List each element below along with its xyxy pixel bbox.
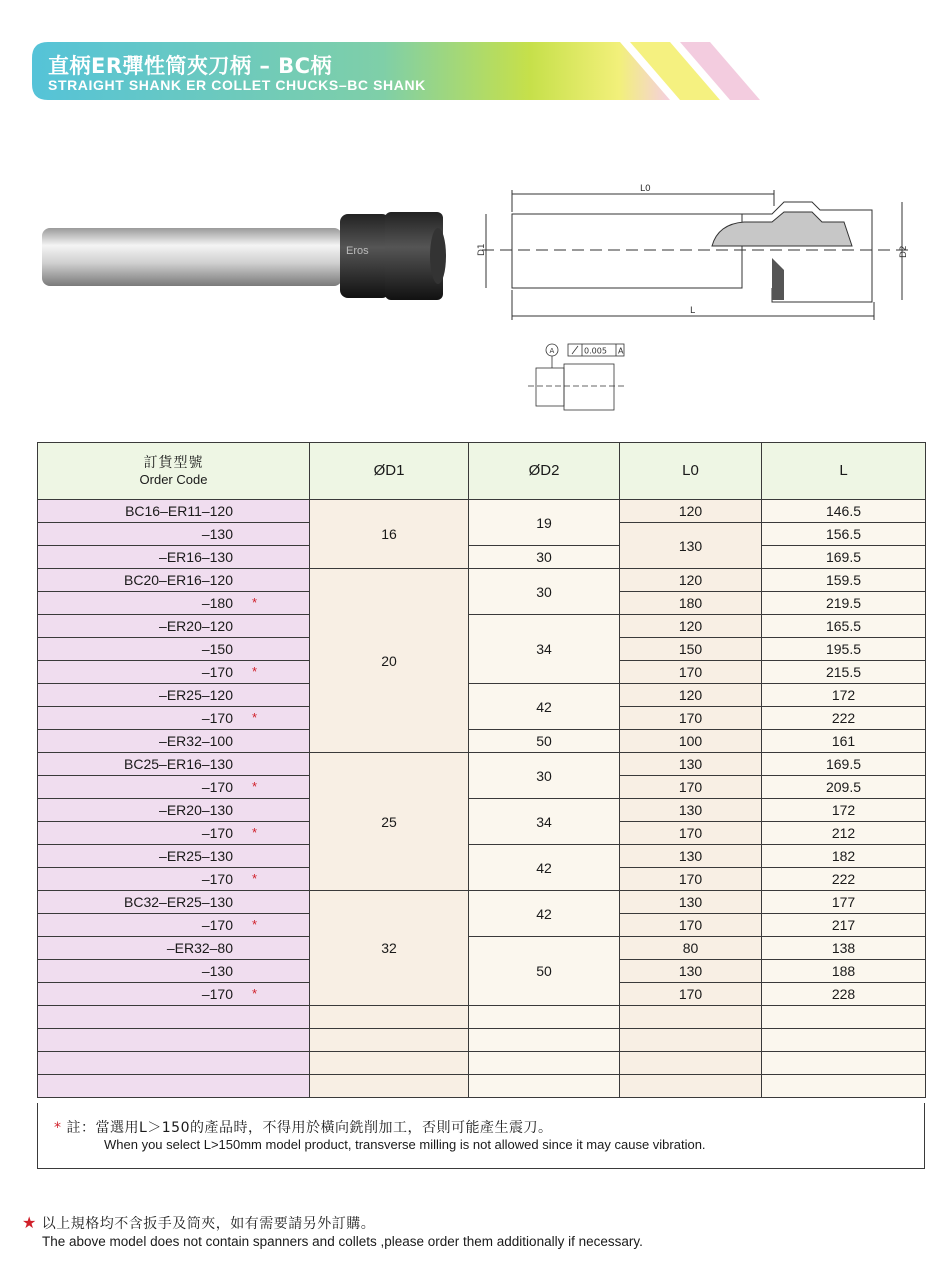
page-subtitle: STRAIGHT SHANK ER COLLET CHUCKS–BC SHANK	[48, 77, 426, 93]
l-cell: 209.5	[762, 776, 926, 799]
asterisk-mark: *	[251, 664, 257, 679]
empty-table-row	[38, 1029, 926, 1052]
l-cell: 228	[762, 983, 926, 1006]
order-code-cell	[38, 569, 310, 592]
table-row	[38, 891, 926, 914]
table-row	[38, 569, 926, 592]
asterisk-mark: *	[251, 779, 257, 794]
empty-cell	[762, 1029, 926, 1052]
table-row	[38, 615, 926, 638]
order-code-text: BC20–ER16–120	[124, 572, 233, 588]
empty-table-row	[38, 1075, 926, 1098]
order-code-text: BC32–ER25–130	[124, 894, 233, 910]
page-title: 直柄ER彈性筒夾刀柄 – BC柄	[48, 54, 333, 78]
asterisk-mark: *	[251, 917, 257, 932]
l0-cell: 170	[620, 822, 762, 845]
note-chinese	[54, 1117, 552, 1137]
empty-cell	[762, 1006, 926, 1029]
l0-dimension-label: L0	[640, 184, 651, 194]
l0-cell: 170	[620, 776, 762, 799]
order-code-cell	[38, 661, 310, 684]
empty-cell	[38, 1075, 310, 1098]
d2-cell: 42	[469, 845, 620, 891]
d2-cell: 30	[469, 753, 620, 799]
order-code-text: –ER20–120	[159, 618, 233, 634]
order-code-header-en: Order Code	[139, 472, 208, 487]
order-code-cell	[38, 983, 310, 1006]
order-code-text: BC25–ER16–130	[124, 756, 233, 772]
order-code-text: –ER25–120	[159, 687, 233, 703]
l-cell: 169.5	[762, 753, 926, 776]
footer-chinese-text: 以上規格均不含扳手及筒夾，如有需要請另外訂購。	[41, 1216, 376, 1232]
l0-cell: 130	[620, 960, 762, 983]
order-code-cell	[38, 684, 310, 707]
d2-dimension-label: D2	[899, 245, 909, 258]
order-code-text: –170	[201, 986, 233, 1002]
order-code-text: –ER32–80	[166, 940, 233, 956]
empty-cell	[310, 1075, 469, 1098]
note-mark: *	[54, 1120, 62, 1136]
order-code-text: BC16–ER11–120	[125, 503, 233, 519]
l0-header: L0	[620, 443, 762, 500]
order-code-cell	[38, 592, 310, 615]
asterisk-mark: *	[251, 986, 257, 1001]
empty-cell	[620, 1052, 762, 1075]
l0-cell: 170	[620, 661, 762, 684]
l0-cell: 80	[620, 937, 762, 960]
l-cell: 222	[762, 707, 926, 730]
order-code-header	[38, 443, 310, 500]
product-photo	[40, 206, 450, 306]
l0-cell: 180	[620, 592, 762, 615]
l-cell: 222	[762, 868, 926, 891]
order-code-text: –170	[201, 917, 233, 933]
l0-cell: 170	[620, 914, 762, 937]
d1-cell: 16	[310, 500, 469, 569]
note-box	[37, 1103, 925, 1169]
l-cell: 161	[762, 730, 926, 753]
l-cell: 146.5	[762, 500, 926, 523]
table-row	[38, 753, 926, 776]
footer-english: The above model does not contain spanners and collets ,please order them additionally if necessary.	[42, 1234, 643, 1249]
d2-cell: 34	[469, 615, 620, 684]
l-cell: 172	[762, 684, 926, 707]
runout-tolerance: 0.005	[584, 346, 607, 356]
empty-cell	[310, 1052, 469, 1075]
l0-cell: 100	[620, 730, 762, 753]
order-code-cell	[38, 891, 310, 914]
l-cell: 169.5	[762, 546, 926, 569]
l0-cell: 130	[620, 891, 762, 914]
order-code-cell	[38, 868, 310, 891]
l0-cell: 170	[620, 983, 762, 1006]
l-cell: 177	[762, 891, 926, 914]
order-code-text: –170	[201, 779, 233, 795]
l-cell: 159.5	[762, 569, 926, 592]
order-code-cell	[38, 822, 310, 845]
runout-detail-drawing	[522, 338, 632, 418]
d2-cell: 42	[469, 684, 620, 730]
l-header: L	[762, 443, 926, 500]
order-code-text: –ER32–100	[159, 733, 233, 749]
empty-cell	[469, 1052, 620, 1075]
order-code-text: –150	[201, 641, 233, 657]
order-code-text: –170	[201, 664, 233, 680]
empty-cell	[762, 1052, 926, 1075]
l-cell: 182	[762, 845, 926, 868]
order-code-text: –170	[201, 710, 233, 726]
d2-cell: 50	[469, 730, 620, 753]
empty-cell	[310, 1006, 469, 1029]
table-row	[38, 730, 926, 753]
order-code-cell	[38, 546, 310, 569]
l-cell: 195.5	[762, 638, 926, 661]
l-dimension-label: L	[690, 306, 696, 316]
l-cell: 165.5	[762, 615, 926, 638]
l0-cell: 130	[620, 753, 762, 776]
table-row	[38, 546, 926, 569]
order-code-text: –130	[201, 963, 233, 979]
spec-table	[37, 442, 926, 1098]
note-english: When you select L>150mm model product, transverse milling is not allowed since it may cause vibration.	[104, 1137, 706, 1152]
empty-cell	[469, 1006, 620, 1029]
order-code-text: –130	[201, 526, 233, 542]
empty-cell	[38, 1029, 310, 1052]
asterisk-mark: *	[251, 595, 257, 610]
l-cell: 188	[762, 960, 926, 983]
d1-cell: 25	[310, 753, 469, 891]
order-code-cell	[38, 845, 310, 868]
d2-cell: 30	[469, 569, 620, 615]
l0-cell: 170	[620, 707, 762, 730]
d2-cell: 30	[469, 546, 620, 569]
d1-cell: 32	[310, 891, 469, 1006]
order-code-text: –170	[201, 871, 233, 887]
l0-cell: 130	[620, 523, 762, 569]
order-code-header-zh: 訂貨型號	[143, 454, 204, 470]
order-code-text: –ER20–130	[159, 802, 233, 818]
d2-cell: 34	[469, 799, 620, 845]
datum-label: A	[549, 347, 555, 355]
empty-cell	[620, 1029, 762, 1052]
order-code-cell	[38, 638, 310, 661]
empty-table-row	[38, 1006, 926, 1029]
table-header-row	[38, 443, 926, 500]
empty-cell	[469, 1075, 620, 1098]
empty-cell	[38, 1006, 310, 1029]
table-row	[38, 845, 926, 868]
order-code-cell	[38, 615, 310, 638]
l0-cell: 120	[620, 569, 762, 592]
technical-drawing	[472, 182, 922, 324]
d1-header: ØD1	[310, 443, 469, 500]
order-code-cell	[38, 937, 310, 960]
note-chinese-text: 註：當選用L＞150的產品時，不得用於橫向銑削加工，否則可能產生震刀。	[66, 1120, 553, 1136]
order-code-text: –180	[201, 595, 233, 611]
order-code-cell	[38, 914, 310, 937]
empty-cell	[762, 1075, 926, 1098]
table-row	[38, 937, 926, 960]
empty-cell	[469, 1029, 620, 1052]
order-code-cell	[38, 523, 310, 546]
order-code-cell	[38, 799, 310, 822]
photo-brand-text: Eros	[346, 245, 369, 257]
table-row	[38, 799, 926, 822]
table-row	[38, 684, 926, 707]
l0-cell: 130	[620, 799, 762, 822]
d2-cell: 50	[469, 937, 620, 1006]
empty-cell	[310, 1029, 469, 1052]
l-cell: 172	[762, 799, 926, 822]
l-cell: 215.5	[762, 661, 926, 684]
runout-datum: A	[618, 346, 624, 356]
l-cell: 212	[762, 822, 926, 845]
d2-cell: 19	[469, 500, 620, 546]
empty-cell	[38, 1052, 310, 1075]
order-code-cell	[38, 776, 310, 799]
l-cell: 217	[762, 914, 926, 937]
order-code-cell	[38, 707, 310, 730]
empty-table-row	[38, 1052, 926, 1075]
order-code-cell	[38, 960, 310, 983]
star-icon: ★	[22, 1213, 37, 1232]
asterisk-mark: *	[251, 710, 257, 725]
l0-cell: 120	[620, 684, 762, 707]
order-code-cell	[38, 730, 310, 753]
d2-header: ØD2	[469, 443, 620, 500]
l0-cell: 170	[620, 868, 762, 891]
order-code-cell	[38, 753, 310, 776]
empty-cell	[620, 1075, 762, 1098]
asterisk-mark: *	[251, 871, 257, 886]
order-code-text: –170	[201, 825, 233, 841]
table-body	[38, 500, 926, 1098]
l-cell: 219.5	[762, 592, 926, 615]
empty-cell	[620, 1006, 762, 1029]
l0-cell: 130	[620, 845, 762, 868]
d1-dimension-label: D1	[477, 243, 487, 256]
asterisk-mark: *	[251, 825, 257, 840]
l0-cell: 120	[620, 615, 762, 638]
footer-chinese	[22, 1213, 375, 1233]
order-code-text: –ER16–130	[159, 549, 233, 565]
order-code-cell	[38, 500, 310, 523]
d2-cell: 42	[469, 891, 620, 937]
l-cell: 156.5	[762, 523, 926, 546]
table-row	[38, 500, 926, 523]
d1-cell: 20	[310, 569, 469, 753]
l-cell: 138	[762, 937, 926, 960]
order-code-text: –ER25–130	[159, 848, 233, 864]
l0-cell: 150	[620, 638, 762, 661]
l0-cell: 120	[620, 500, 762, 523]
